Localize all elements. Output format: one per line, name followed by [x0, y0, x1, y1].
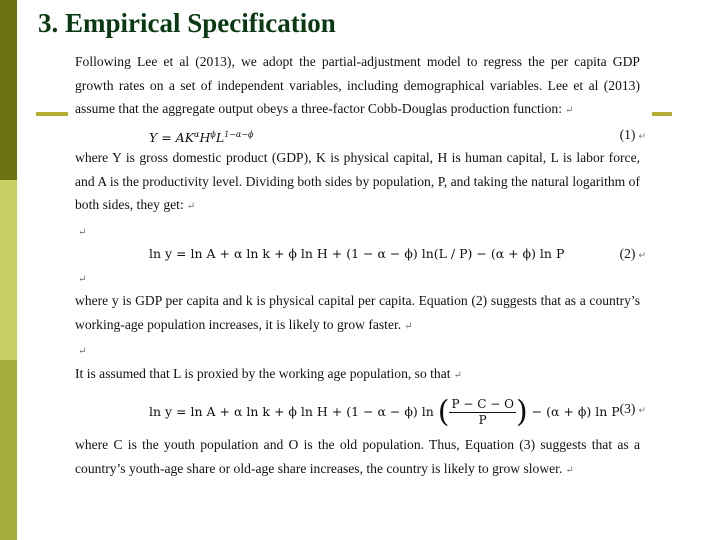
paragraph-intro-text: Following Lee et al (2013), we adopt the partial-adjustment model to regress the per capita GDP growth rates on a set of independent variables, including demographical variables. Lee et al (2013) assume that the aggregate output obeys a three-factor Cobb-Douglas production function: — [75, 54, 640, 116]
paragraph-assumption — [75, 362, 640, 388]
equation-3 — [75, 387, 646, 433]
equation-1 — [75, 123, 646, 147]
accent-bar-left — [36, 112, 68, 116]
paragraph-mark-icon: ↵ — [453, 369, 462, 381]
accent-bar-right — [652, 112, 672, 116]
paragraph-mark-icon: ↵ — [564, 105, 574, 116]
equation-3-expression — [149, 394, 620, 430]
paragraph-intro — [75, 50, 640, 123]
paragraph-mark-icon: ↵ — [78, 226, 87, 238]
paragraph-interpretation-text: where y is GDP per capita and k is physical capital per capita. Equation (2) suggests that as a country’s working-age population increases, it is likely to grow faster. — [75, 293, 640, 332]
paragraph-mark-icon: ↵ — [186, 201, 196, 212]
paragraph-assumption-text: It is assumed that L is proxied by the working age population, so that — [75, 365, 451, 381]
paragraph-mark-icon: ↵ — [78, 273, 87, 285]
equation-1-expression: $Y = AK^\alpha H^\phi L^{1-\alpha-\phi}$ — [149, 129, 254, 145]
paragraph-definitions-text: where Y is gross domestic product (GDP), K is physical capital, H is human capital, L is labor force, and A is the productivity level. Dividing both sides by population, P, and taking the natural logarithm of both sides, they get: — [75, 150, 640, 212]
left-strip-bottom — [0, 360, 17, 540]
equation-3-fraction-denominator: P — [478, 413, 487, 427]
left-strip-top — [0, 0, 17, 180]
slide-title: 3. Empirical Specification — [38, 8, 336, 38]
paragraph-mark-icon: ↵ — [565, 464, 574, 476]
equation-3-fraction: ( $\frac{P - C - O}{P}$ ) — [437, 394, 528, 430]
paragraph-conclusion-text: where C is the youth population and O is the old population. Thus, Equation (3) suggests that as a country’s youth-age share or old-age share increases, the country is likely to grow slower. — [75, 437, 640, 476]
blank-line — [75, 219, 640, 243]
equation-2-expression: ln y = ln A + α ln k + ϕ ln H + (1 − α − ϕ) ln(L / P) − (α + ϕ) ln P — [149, 246, 565, 261]
equation-3-right: − (α + ϕ) ln P — [531, 404, 620, 419]
paragraph-interpretation — [75, 289, 640, 338]
blank-line — [75, 338, 640, 362]
paragraph-mark-icon: ↵ — [404, 320, 413, 332]
paragraph-mark-icon: ↵ — [78, 346, 87, 357]
equation-3-left: ln y = ln A + α ln k + ϕ ln H + (1 − α − ϕ) ln — [149, 404, 434, 419]
equation-3-fraction-numerator: P − C − O — [451, 397, 514, 411]
blank-line — [75, 266, 640, 290]
paragraph-mark-icon: ↵ — [638, 130, 646, 141]
left-strip-middle — [0, 180, 17, 360]
paragraph-definitions — [75, 146, 640, 219]
equation-2 — [75, 242, 646, 266]
slide-body — [75, 50, 646, 482]
equation-3-number: (3) ↵ — [619, 401, 646, 416]
equation-1-number: (1) ↵ — [619, 126, 646, 142]
paragraph-mark-icon: ↵ — [638, 405, 646, 415]
equation-2-number: (2) ↵ — [619, 246, 646, 261]
paragraph-conclusion — [75, 433, 640, 482]
paragraph-mark-icon: ↵ — [638, 250, 646, 260]
